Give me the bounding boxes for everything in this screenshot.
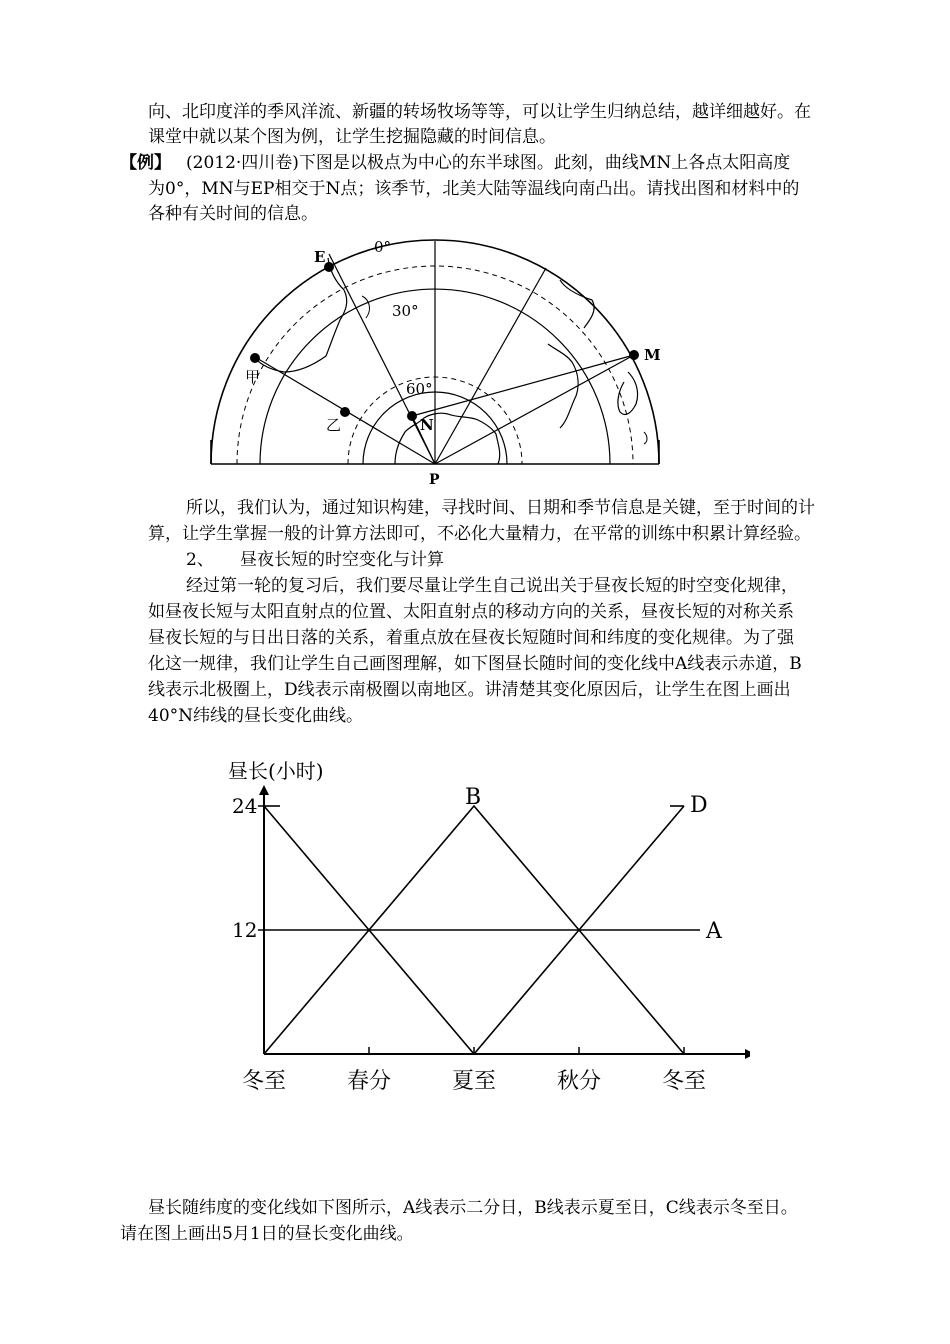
label-P: P xyxy=(429,472,440,488)
point-yi xyxy=(340,407,350,417)
label-lat0: 0° xyxy=(374,238,392,256)
para1-line2: 课堂中就以某个图为例，让学生挖掘隐藏的时间信息。 xyxy=(148,127,556,147)
example-tag: 【例】 xyxy=(120,153,171,173)
label-E: E xyxy=(314,248,326,266)
label-yi: 乙 xyxy=(326,416,342,434)
x-axis-arrow xyxy=(745,1049,750,1059)
point-N xyxy=(407,411,417,421)
para3-line2: 如昼夜长短与太阳直射点的位置、太阳直射点的移动方向的关系，昼夜长短的对称关系 xyxy=(148,602,794,622)
y-axis-arrow xyxy=(259,785,269,795)
para1-line1: 向、北印度洋的季风洋流、新疆的转场牧场等等，可以让学生归纳总结，越详细越好。在 xyxy=(148,102,811,122)
x-tick-label-1: 春分 xyxy=(346,1069,392,1094)
x-tick-label-0: 冬至 xyxy=(241,1069,287,1094)
y-tick-label-12: 12 xyxy=(232,918,258,942)
label-M: M xyxy=(644,346,661,364)
series-label-B: B xyxy=(465,785,482,810)
para4-line2: 请在图上画出5月1日的昼长变化曲线。 xyxy=(120,1224,414,1244)
label-N: N xyxy=(420,416,434,434)
x-tick-label-2: 夏至 xyxy=(451,1069,497,1094)
example-line2: 为0°，MN与EP相交于N点；该季节，北美大陆等温线向南凸出。请找出图和材料中的 xyxy=(148,179,800,199)
polar-hemisphere-map xyxy=(200,230,680,490)
point-M xyxy=(629,350,639,360)
para3-line1: 经过第一轮的复习后，我们要尽量让学生自己说出关于昼夜长短的时空变化规律， xyxy=(186,576,798,596)
para2-line1: 所以，我们认为，通过知识构建，寻找时间、日期和季节信息是关键，至于时间的计 xyxy=(186,498,815,518)
para2-line2: 算，让学生掌握一般的计算方法即可，不必化大量精力，在平常的训练中积累计算经验。 xyxy=(148,524,811,544)
label-jia: 甲 xyxy=(245,368,261,386)
label-lat60: 60° xyxy=(406,380,433,398)
x-tick-label-3: 秋分 xyxy=(556,1069,602,1094)
section2-title: 昼夜长短的时空变化与计算 xyxy=(240,550,444,570)
example-line3: 各种有关时间的信息。 xyxy=(148,204,318,224)
para3-line4: 化这一规律，我们让学生自己画图理解，如下图昼长随时间的变化线中A线表示赤道，B xyxy=(148,654,802,674)
section2-number: 2、 xyxy=(186,550,214,570)
para3-line5: 线表示北极圈上，D线表示南极圈以南地区。讲清楚其变化原因后，让学生在图上画出 xyxy=(148,680,791,700)
para4-line1: 昼长随纬度的变化线如下图所示，A线表示二分日，B线表示夏至日，C线表示冬至日。 xyxy=(148,1198,798,1218)
point-jia xyxy=(250,353,260,363)
y-axis-label: 昼长(小时) xyxy=(228,759,324,783)
series-label-A: A xyxy=(706,919,722,944)
para3-line6: 40°N纬线的昼长变化曲线。 xyxy=(148,706,364,726)
point-E xyxy=(324,262,334,272)
example-line1: (2012·四川卷)下图是以极点为中心的东半球图。此刻，曲线MN上各点太阳高度 xyxy=(186,153,791,173)
y-tick-label-24: 24 xyxy=(232,794,258,818)
day-length-chart xyxy=(210,745,750,1105)
para3-line3: 昼夜长短的与日出日落的关系，着重点放在昼夜长短随时间和纬度的变化规律。为了强 xyxy=(148,628,794,648)
label-lat30: 30° xyxy=(392,302,419,320)
series-label-D: D xyxy=(690,793,708,818)
x-tick-label-4: 冬至 xyxy=(661,1069,707,1094)
